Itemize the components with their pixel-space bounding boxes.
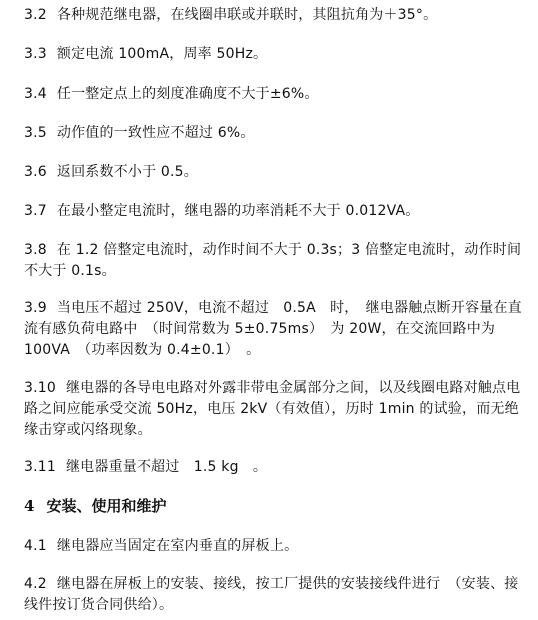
clause-number: 3.6 <box>24 164 47 180</box>
section-heading <box>24 496 524 517</box>
clause-number: 4.2 <box>24 576 47 592</box>
clause-text: 在最小整定电流时，继电器的功率消耗不大于 0.012VA。 <box>56 203 420 219</box>
clause-3-3 <box>24 44 524 65</box>
clause-number: 3.3 <box>24 46 47 62</box>
clause-text: 当电压不超过 250V，电流不超过 0.5A 时， 继电器触点断开容量在直流有感负荷电路中 （时间常数为 5±0.75ms） 为 20W，在交流回路中为 100VA （功率因数为 0.4±0.1） 。 <box>24 300 522 358</box>
clause-3-7 <box>24 201 524 222</box>
clause-3-10 <box>24 378 524 441</box>
clause-3-11 <box>24 457 524 478</box>
clause-3-5 <box>24 123 524 144</box>
clause-number: 3.10 <box>24 380 56 396</box>
clause-text: 各种规范继电器，在线圈串联或并联时，其阻抗角为＋35°。 <box>56 7 438 23</box>
clause-text: 继电器应当固定在室内垂直的屏板上。 <box>56 538 299 554</box>
clause-3-2 <box>24 5 524 26</box>
clause-number: 3.8 <box>24 242 47 258</box>
clause-number: 4.1 <box>24 538 47 554</box>
clause-text: 动作值的一致性应不超过 6%。 <box>56 125 255 141</box>
clause-3-9 <box>24 298 524 361</box>
clause-3-8 <box>24 240 524 282</box>
clause-number: 3.7 <box>24 203 47 219</box>
clause-text: 继电器在屏板上的安装、接线，按工厂提供的安装接线件进行 （安装、接线件按订货合同供给）。 <box>24 576 519 613</box>
clause-text: 额定电流 100mA，周率 50Hz。 <box>56 46 268 62</box>
clause-number: 3.4 <box>24 86 47 102</box>
clause-3-4 <box>24 84 524 105</box>
section-title: 安装、使用和维护 <box>46 497 167 515</box>
clause-4-1 <box>24 536 524 557</box>
clause-text: 继电器的各导电电路对外露非带电金属部分之间，以及线圈电路对触点电路之间应能承受交流 50Hz，电压 2kV（有效值），历时 1min 的试验，而无绝缘击穿或闪络现象。 <box>24 380 521 438</box>
clause-text: 在 1.2 倍整定电流时，动作时间不大于 0.3s；3 倍整定电流时，动作时间不大于 0.1s。 <box>24 242 522 279</box>
clause-3-6 <box>24 162 524 183</box>
clause-4-2 <box>24 574 524 616</box>
section-number: 4 <box>24 497 35 515</box>
clause-text: 返回系数不小于 0.5。 <box>56 164 198 180</box>
clause-number: 3.2 <box>24 7 47 23</box>
clause-text: 继电器重量不超过 1.5 kg 。 <box>65 459 268 475</box>
clause-number: 3.5 <box>24 125 47 141</box>
clause-number: 3.11 <box>24 459 56 475</box>
clause-text: 任一整定点上的刻度准确度不大于±6%。 <box>56 86 319 102</box>
clause-number: 3.9 <box>24 300 47 316</box>
